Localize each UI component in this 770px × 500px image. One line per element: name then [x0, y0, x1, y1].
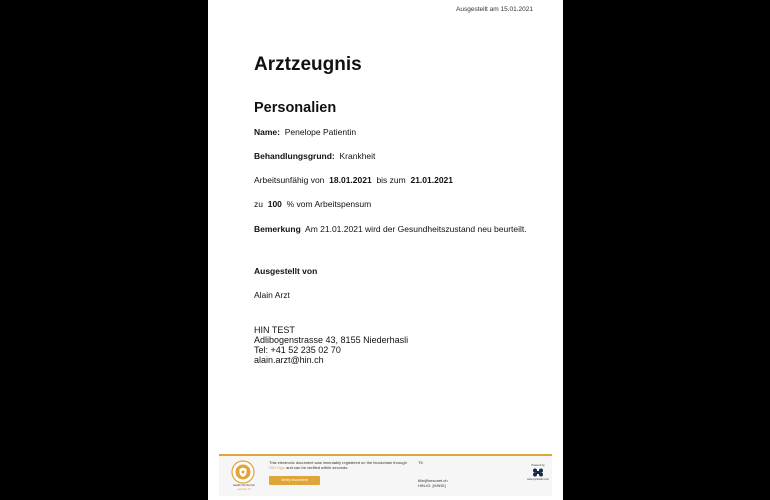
practice-name: HIN TEST — [254, 325, 295, 335]
name-label: Name: — [254, 127, 280, 137]
hin-seal-icon — [231, 460, 255, 484]
incapacity-mid: bis zum — [376, 175, 406, 185]
percent-prefix: zu — [254, 199, 263, 209]
powered-by-label: Powered by — [531, 464, 545, 467]
email: alain.arzt@hin.ch — [254, 355, 324, 365]
hin-id: HIN-ID: [HINID] — [418, 483, 446, 488]
footer-contact — [418, 478, 448, 488]
remark-value: Am 21.01.2021 wird der Gesundheitszustand neu beurteilt. — [305, 224, 527, 234]
phone: Tel: +41 52 235 02 70 — [254, 345, 341, 355]
hin-sign-link[interactable]: HIN Sign — [269, 465, 286, 470]
name-value: Penelope Patientin — [284, 127, 357, 137]
blockchain-note: This electronic document was immutably registered on the blockchain through HIN Sign and can be verified within seconds. — [269, 460, 407, 470]
document-title: Arztzeugnis — [254, 54, 362, 75]
seal-link[interactable]: www.hin.ch — [237, 487, 251, 491]
symbiotic-logo-icon — [532, 468, 544, 477]
incapacity-to: 21.01.2021 — [410, 175, 454, 185]
remark-row — [254, 224, 527, 234]
percent-row — [254, 199, 371, 209]
seal-caption: Health Info Net AG www.hin.ch — [222, 484, 266, 491]
powered-url[interactable]: www.symbiotic.com — [527, 478, 549, 481]
dot-label: . — [418, 473, 420, 478]
footer-email: tilin@besonet.ch — [418, 478, 448, 483]
doctor-address-block — [254, 325, 408, 365]
reason-label: Behandlungsgrund: — [254, 151, 335, 161]
issued-by-label: Ausgestellt von — [254, 266, 318, 276]
address: Adlibogenstrasse 43, 8155 Niederhasli — [254, 335, 409, 345]
reason-row — [254, 151, 375, 161]
incapacity-prefix: Arbeitsunfähig von — [254, 175, 325, 185]
tk-label: TK — [418, 460, 424, 465]
percent-suffix: % vom Arbeitspensum — [286, 199, 372, 209]
incapacity-from: 18.01.2021 — [329, 175, 372, 185]
verification-footer — [219, 454, 552, 496]
incapacity-row — [254, 175, 453, 185]
section-title: Personalien — [254, 100, 337, 116]
issued-date: Ausgestellt am 15.01.2021 — [456, 6, 533, 13]
percent-value: 100 — [267, 199, 282, 209]
remark-label: Bemerkung — [254, 224, 301, 234]
reason-value: Krankheit — [339, 151, 376, 161]
patient-name-row — [254, 127, 356, 137]
document-page — [208, 0, 563, 500]
doctor-name: Alain Arzt — [254, 290, 290, 300]
verify-document-button[interactable]: Verify document — [269, 476, 320, 485]
